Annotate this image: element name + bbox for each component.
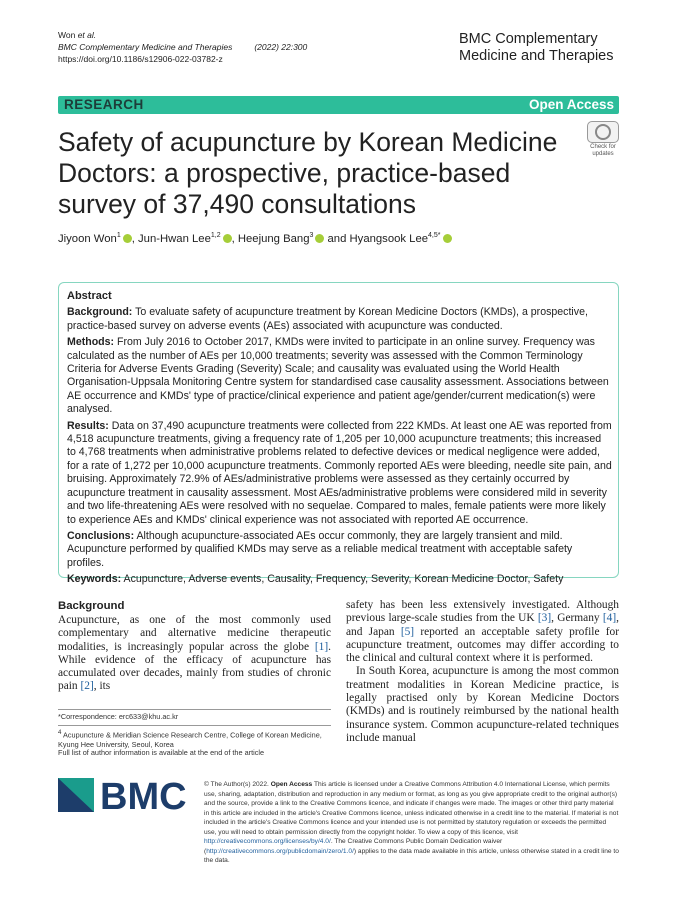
author-info-note: Full list of author information is available at the end of the article	[58, 748, 265, 757]
body-right-column	[346, 599, 619, 745]
check-updates-line1: Check for	[590, 144, 616, 150]
check-updates-line2: updates	[592, 151, 614, 157]
journal-name-line2: Medicine and Therapies	[459, 48, 614, 64]
abstract-background: Background: To evaluate safety of acupuncture treatment by Korean Medicine Doctors (KMDs), a prospective, practice-based survey on adverse events (AEs) associated with acupuncture was conducted.	[67, 306, 588, 332]
abstract-results: Results: Data on 37,490 acupuncture treatments were collected from 222 KMDs. At least one AE was reported from 4,518 acupuncture treatments, giving a frequency rate of 1,205 per 10,000 acupuncture treatments; this increased to 4,768 treatments when administrative problems related to defective devices or medical negligence were added, for a rate of 1,272 per 10,000 acupuncture treatments. Commonly reported AEs were bleeding, needle site pain, and bruising. Approximately 72.9% of AEs/administrative problems were assessed as they certainly occurred by acupuncture treatment in causality assessment. Most AEs/administrative problems were considered mild in severity and two life-threatening AEs were resolved with no sequelae. Compared to males, female patients were more likely to experience AEs and KMDs' clinical experience was not associated with reported AE occurrence.	[67, 419, 612, 526]
orcid-icon[interactable]	[223, 234, 232, 243]
open-access-bold: Open Access	[270, 781, 313, 788]
license-link[interactable]: http://creativecommons.org/licenses/by/4.0/	[204, 838, 331, 845]
abstract-methods: Methods: From July 2016 to October 2017, KMDs were invited to participate in an online survey. Frequency was calculated as the number of AEs per 10,000 treatments; severity was assessed with the Common Terminology Criteria for Adverse Events Grading (Severity) Scale; and causality was evaluated using the World Health Organisation-Uppsala Monitoring Centre system for standardised case causality assessment. Associations between AE occurrence and KMDs' type of practice/clinical experience and patient age/gender/current medication(s) were analysed.	[67, 336, 609, 416]
abstract-keywords: Keywords: Acupuncture, Adverse events, Causality, Frequency, Severity, Korean Medicine Doctor, Safety	[67, 573, 564, 586]
journal-name-line1: BMC Complementary	[459, 31, 598, 47]
author-name[interactable]: Jiyoon Won	[58, 232, 117, 245]
body-left-column	[58, 599, 331, 694]
citation-link[interactable]: [4]	[602, 612, 617, 625]
year-volume: (2022) 22:300	[254, 42, 308, 52]
affiliation-note: $^4$ Acupuncture & Meridian Science Research Centre, College of Korean Medicine, Kyung Hee University, Seoul, Korea	[58, 729, 322, 750]
article-title: Safety of acupuncture by Korean Medicine Doctors: a prospective, practice-based survey of 37,490 consultations	[58, 127, 558, 219]
author-etal: et al.	[77, 30, 97, 40]
check-for-updates-button[interactable]	[586, 121, 620, 157]
author-affiliation: 1,2	[210, 232, 221, 239]
bmc-logo-mark	[58, 772, 186, 816]
bmc-logo	[58, 772, 186, 816]
check-updates-icon	[587, 121, 619, 143]
author-affiliation: 3	[309, 232, 314, 239]
author-name[interactable]: , Jun-Hwan Lee	[131, 232, 211, 245]
body-paragraph: safety has been less extensively investigated. Although previous large-scale studies from the UK [3], Germany [4], and Japan [5] reported an acceptable safety profile for acupuncture treatment, outcomes may differ according to the clinical and cultural context where it is performed.	[346, 599, 619, 665]
author-affiliation: 4,5*	[428, 232, 441, 239]
author-affiliation: 1	[116, 232, 121, 239]
article-type-band	[58, 96, 619, 114]
open-access-label: Open Access	[528, 97, 614, 112]
author-name[interactable]: , Heejung Bang	[231, 232, 310, 245]
citation-link[interactable]: [2]	[80, 680, 94, 693]
license-statement: © The Author(s) 2022. Open Access This article is licensed under a Creative Commons Attribution 4.0 International License, which permits use, sharing, adaptation, distribution and reproduction in any medium or format, as long as you give appropriate credit to the original author(s) and the source, provide a link to the Creative Commons licence, and indicate if changes were made. The images or other third party material in this article are included in the article's Creative Commons licence, unless indicated otherwise in a credit line to the material. If material is not included in the article's Creative Commons licence and your intended use is not permitted by statutory regulation or exceeds the permitted use, you will need to obtain permission directly from the copyright holder. To view a copy of this licence, visit http://creativecommons.org/licenses/by/4.0/. The Creative Commons Public Domain Dedication waiver (http://creativecommons.org/publicdomain/zero/1.0/) applies to the data made available in this article, unless otherwise stated in a credit line to the data.	[204, 781, 619, 864]
author-short: Won	[58, 30, 78, 40]
journal-name	[459, 31, 614, 65]
bmc-logo-text: BMC	[100, 776, 186, 816]
citation-link[interactable]: [1]	[314, 640, 329, 653]
waiver-link[interactable]: http://creativecommons.org/publicdomain/zero/1.0/	[206, 847, 354, 855]
article-type-label: RESEARCH	[64, 97, 144, 112]
citation-link[interactable]: [3]	[537, 612, 552, 625]
abstract-conclusions: Conclusions: Although acupuncture-associated AEs occur commonly, they are largely transient and mild. Acupuncture performed by qualified KMDs may serve as a reliable medical treatment with acceptable safety profiles.	[67, 529, 573, 569]
body-paragraph: Acupuncture, as one of the most commonly used complementary and alternative medicine therapeutic modalities, is increasingly popular across the globe [1]. While evidence of the efficacy of acupuncture has accumulated over decades, mainly from studies of chronic pain [2], its	[58, 614, 331, 693]
orcid-icon[interactable]	[123, 234, 132, 243]
citation-link[interactable]: [5]	[400, 625, 415, 638]
doi-link[interactable]: https://doi.org/10.1186/s12906-022-03782-z	[58, 54, 223, 64]
orcid-icon[interactable]	[443, 234, 452, 243]
section-heading-background: Background	[58, 600, 125, 612]
author-list	[58, 232, 452, 245]
footnote-divider	[58, 709, 331, 710]
journal-short: BMC Complementary Medicine and Therapies	[58, 42, 233, 52]
running-header	[58, 29, 307, 65]
abstract-box	[58, 282, 619, 586]
author-name[interactable]: and Hyangsook Lee	[324, 232, 429, 245]
body-paragraph: In South Korea, acupuncture is among the most common treatment modalities in Korean Medicine practice, is legally practised only by Korean Medicine Doctors (KMDs) and is routinely reimbursed by the national health insurance system. Common acupuncture-related techniques include manual	[346, 665, 619, 744]
footnote-divider	[58, 725, 331, 726]
abstract-heading: Abstract	[67, 290, 112, 302]
correspondence-note: *Correspondence: erc633@khu.ac.kr	[58, 712, 179, 721]
